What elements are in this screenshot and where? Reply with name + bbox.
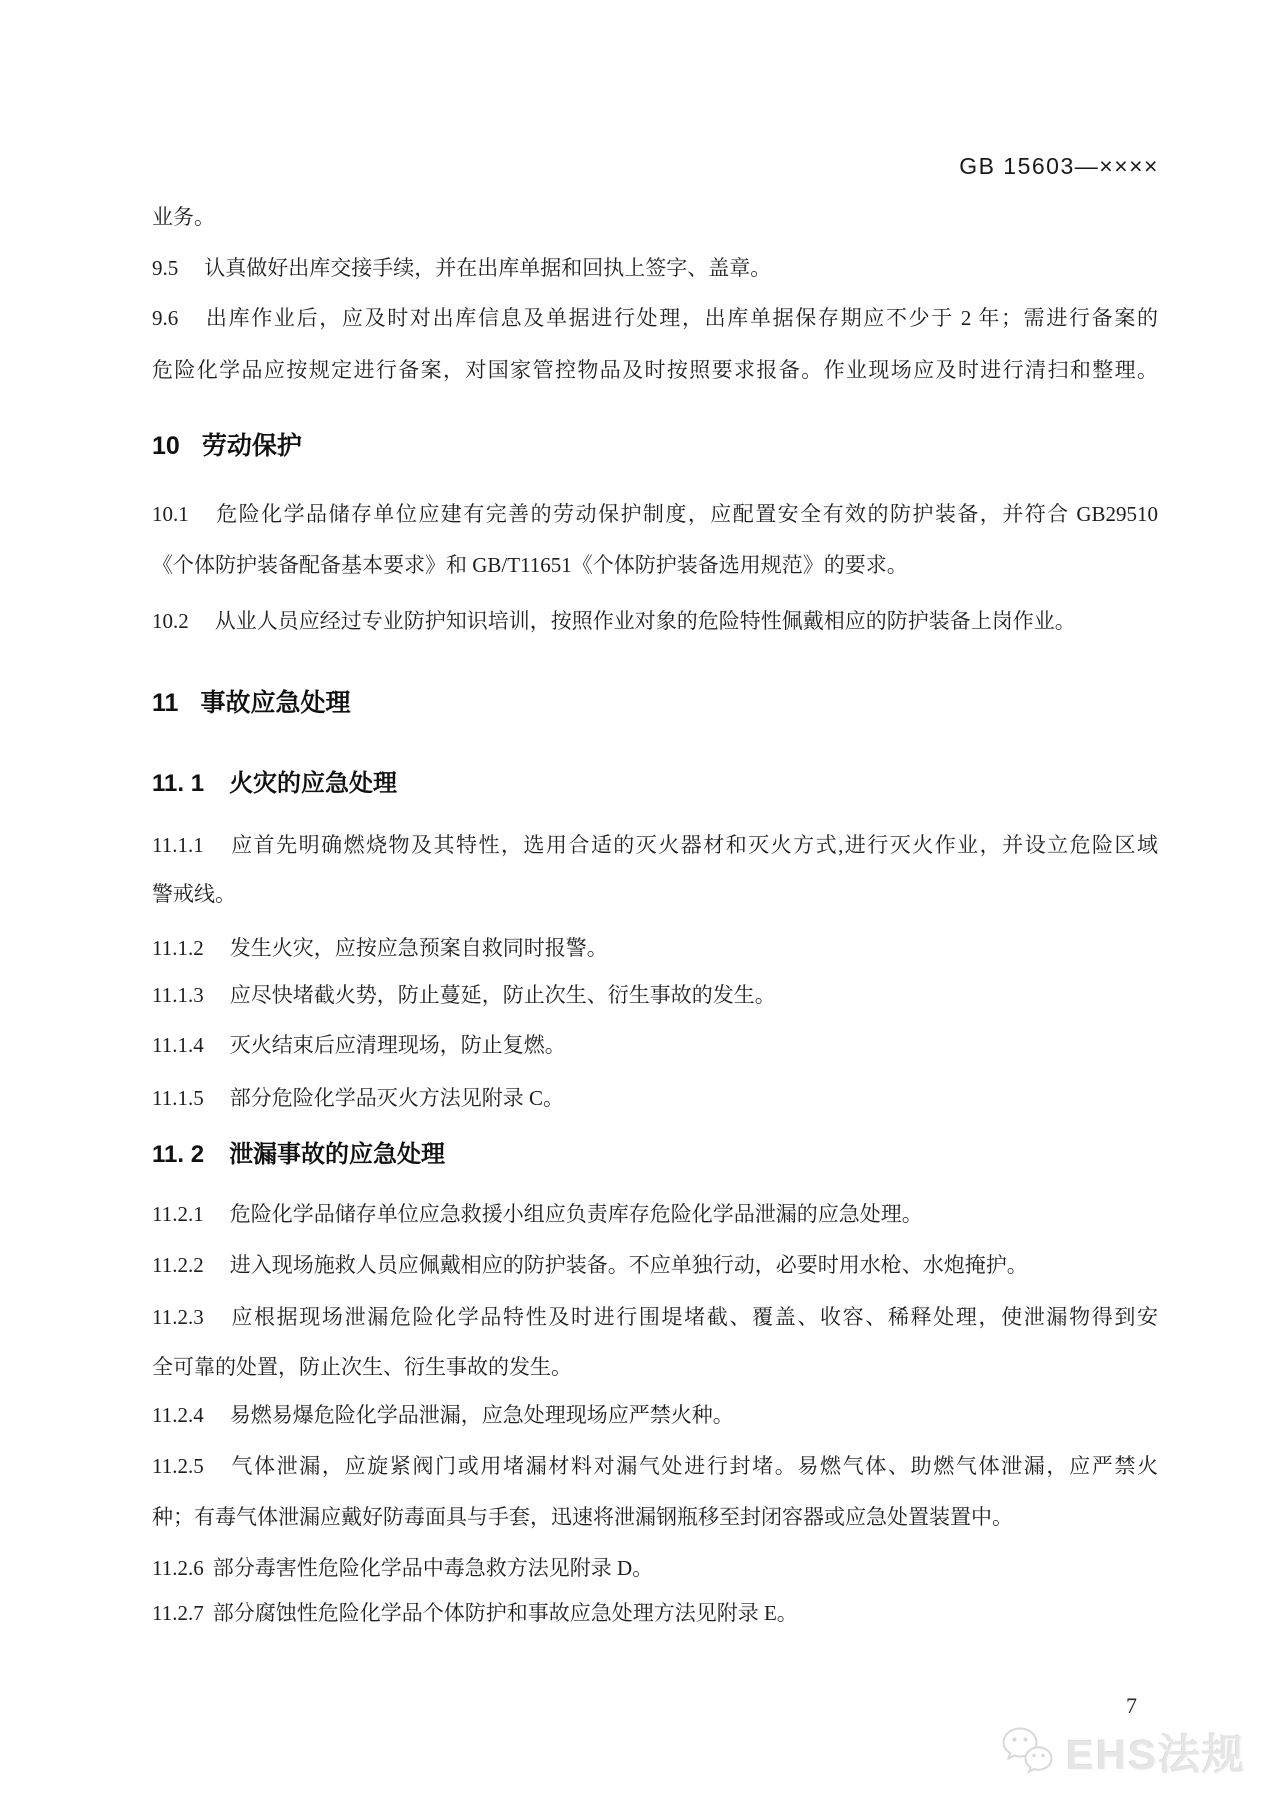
clause-9-6-line1 (152, 303, 1158, 333)
clause-number: 11.2.5 (152, 1454, 204, 1478)
section-heading-11 (152, 686, 1158, 720)
clause-9-6-line2 (152, 355, 1158, 385)
subsection-number: 11. 2 (152, 1141, 205, 1168)
paragraph-text: 业务。 (152, 205, 215, 229)
clause-11-1-1-line1 (152, 830, 1158, 860)
section-title: 事故应急处理 (200, 689, 351, 717)
clause-10-1-line2 (152, 550, 1158, 580)
clause-number: 11.2.6 (152, 1556, 204, 1580)
clause-11-1-3 (152, 980, 1158, 1010)
clause-number: 11.1.5 (152, 1086, 204, 1110)
clause-11-2-5-line1 (152, 1451, 1158, 1481)
clause-10-2 (152, 606, 1158, 636)
clause-number: 11.1.1 (152, 833, 204, 857)
clause-text: 部分腐蚀性危险化学品个体防护和事故应急处理方法见附录 E。 (212, 1601, 798, 1625)
clause-text: 警戒线。 (152, 882, 236, 906)
clause-11-2-3-line1 (152, 1302, 1158, 1332)
clause-9-5 (152, 253, 1158, 283)
clause-number: 11.1.2 (152, 936, 204, 960)
clause-text: 从业人员应经过专业防护知识培训，按照作业对象的危险特性佩戴相应的防护装备上岗作业。 (214, 609, 1076, 633)
clause-text: 全可靠的处置，防止次生、衍生事故的发生。 (152, 1355, 572, 1379)
clause-number: 9.6 (152, 306, 179, 330)
section-number: 11 (152, 689, 179, 717)
clause-10-1-line1 (152, 499, 1158, 529)
subsection-heading-11-2 (152, 1139, 1158, 1171)
clause-11-2-2 (152, 1250, 1158, 1280)
clause-text: 进入现场施救人员应佩戴相应的防护装备。不应单独行动，必要时用水枪、水炮掩护。 (229, 1253, 1028, 1277)
clause-11-2-7 (152, 1598, 1158, 1628)
clause-number: 11.1.4 (152, 1033, 204, 1057)
clause-text: 部分毒害性危险化学品中毒急救方法见附录 D。 (212, 1556, 654, 1580)
clause-text: 《个体防护装备配备基本要求》和 GB/T11651《个体防护装备选用规范》的要求。 (152, 553, 908, 577)
subsection-number: 11. 1 (152, 770, 205, 797)
clause-11-2-4 (152, 1400, 1158, 1430)
clause-number: 10.1 (152, 502, 189, 526)
section-number: 10 (152, 432, 180, 460)
watermark-label: EHS法规 (1065, 1731, 1246, 1778)
clause-11-2-6 (152, 1553, 1158, 1583)
clause-11-2-1 (152, 1199, 1158, 1229)
clause-text: 危险化学品储存单位应急救援小组应负责库存危险化学品泄漏的应急处理。 (229, 1202, 923, 1226)
clause-text: 气体泄漏，应旋紧阀门或用堵漏材料对漏气处进行封堵。易燃气体、助燃气体泄漏，应严禁火 (229, 1454, 1158, 1478)
clause-11-1-5 (152, 1083, 1158, 1113)
clause-text: 危险化学品储存单位应建有完善的劳动保护制度，应配置安全有效的防护装备，并符合 GB29510 (214, 502, 1158, 526)
clause-text: 出库作业后，应及时对出库信息及单据进行处理，出库单据保存期应不少于 2 年；需进行备案的 (204, 306, 1158, 330)
clause-11-2-5-line2 (152, 1502, 1158, 1532)
clause-text: 种；有毒气体泄漏应戴好防毒面具与手套，迅速将泄漏钢瓶移至封闭容器或应急处置装置中。 (152, 1505, 1013, 1529)
clause-number: 10.2 (152, 609, 189, 633)
clause-text: 危险化学品应按规定进行备案，对国家管控物品及时按照要求报备。作业现场应及时进行清扫和整理。 (152, 358, 1158, 382)
subsection-heading-11-1 (152, 768, 1158, 800)
clause-text: 部分危险化学品灭火方法见附录 C。 (229, 1086, 564, 1110)
clause-11-2-3-line2 (152, 1352, 1158, 1382)
clause-number: 11.2.4 (152, 1403, 204, 1427)
clause-number: 11.1.3 (152, 983, 204, 1007)
clause-11-1-4 (152, 1030, 1158, 1060)
clause-text: 应尽快堵截火势，防止蔓延，防止次生、衍生事故的发生。 (229, 983, 776, 1007)
clause-text: 认真做好出库交接手续，并在出库单据和回执上签字、盖章。 (204, 256, 772, 280)
clause-text: 易燃易爆危险化学品泄漏，应急处理现场应严禁火种。 (229, 1403, 734, 1427)
section-heading-10 (152, 429, 1158, 463)
paragraph-continuation (152, 202, 1158, 232)
clause-11-1-1-line2 (152, 879, 1158, 909)
watermark (998, 1722, 1246, 1782)
clause-text: 灭火结束后应清理现场，防止复燃。 (229, 1033, 566, 1057)
clause-number: 11.2.2 (152, 1253, 204, 1277)
page-number: 7 (1126, 1693, 1137, 1718)
subsection-title: 火灾的应急处理 (229, 770, 398, 797)
clause-text: 应根据现场泄漏危险化学品特性及时进行围堤堵截、覆盖、收容、稀释处理，使泄漏物得到安 (229, 1305, 1158, 1329)
wechat-icon (998, 1723, 1056, 1782)
clause-number: 9.5 (152, 256, 179, 280)
doc-number-header: GB 15603—×××× (959, 153, 1159, 179)
clause-text: 发生火灾，应按应急预案自救同时报警。 (229, 936, 608, 960)
clause-11-1-2 (152, 933, 1158, 963)
clause-number: 11.2.3 (152, 1305, 204, 1329)
clause-number: 11.2.1 (152, 1202, 204, 1226)
clause-text: 应首先明确燃烧物及其特性，选用合适的灭火器材和灭火方式,进行灭火作业，并设立危险区域 (229, 833, 1158, 857)
clause-number: 11.2.7 (152, 1601, 204, 1625)
section-title: 劳动保护 (201, 432, 302, 460)
subsection-title: 泄漏事故的应急处理 (229, 1141, 446, 1168)
